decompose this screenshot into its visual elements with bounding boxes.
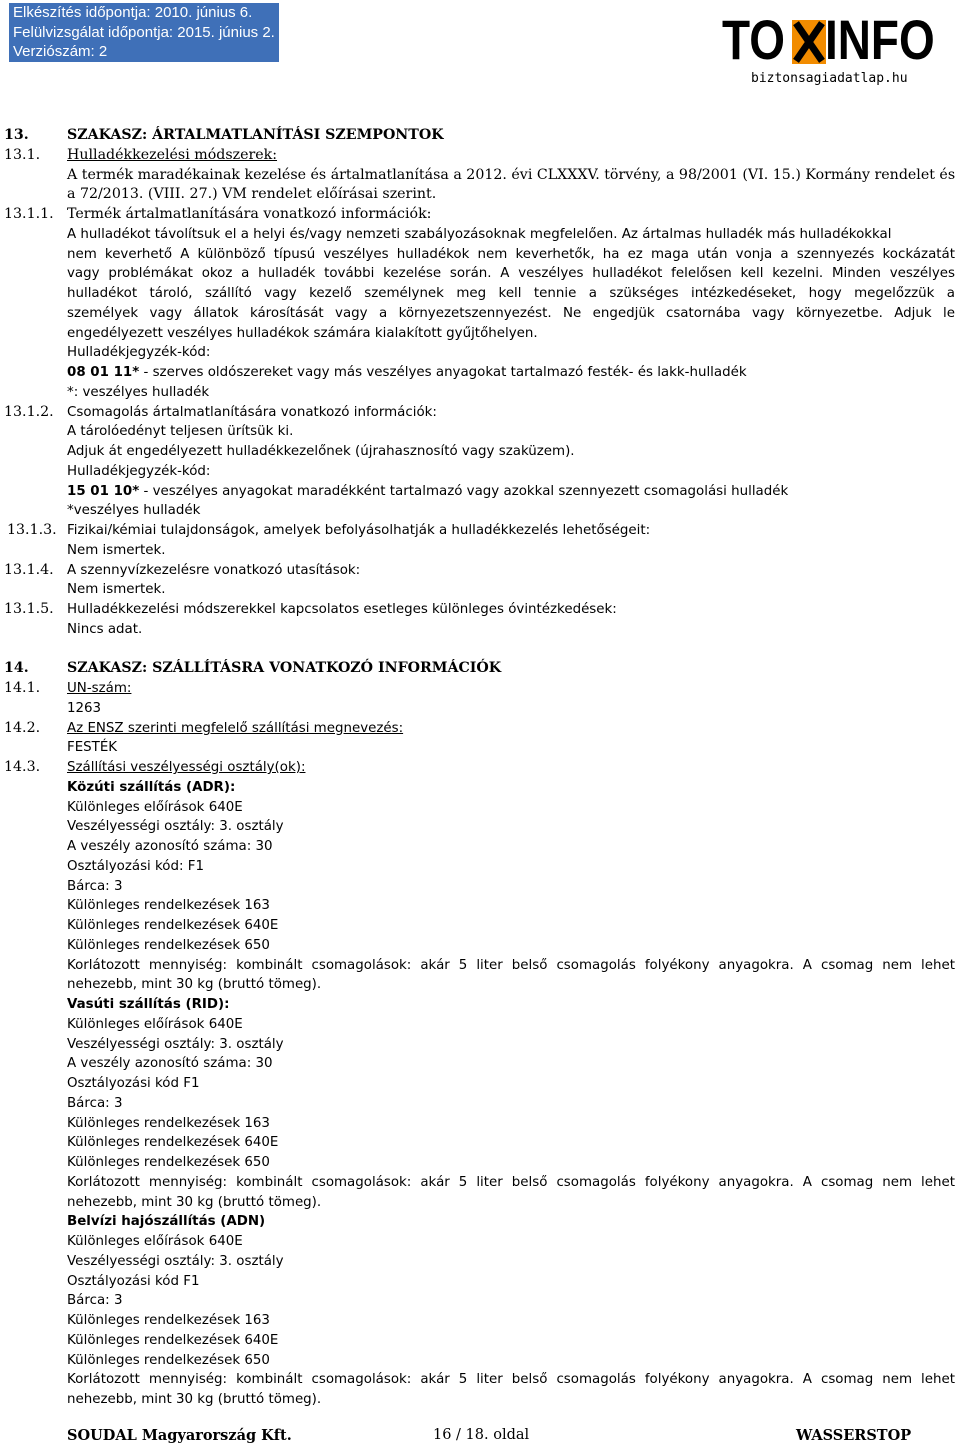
subsection-title: A szennyvízkezelésre vonatkozó utasítások: (67, 562, 361, 578)
document-header-info (9, 3, 279, 62)
waste-code: 15 01 10* (67, 483, 140, 499)
adn-line: Különleges rendelkezések 640E (67, 1332, 279, 1348)
adn-line: Veszélyességi osztály: 3. osztály (67, 1253, 284, 1269)
rid-line: Különleges előírások 640E (67, 1016, 243, 1032)
section-title: SZAKASZ: SZÁLLÍTÁSRA VONATKOZÓ INFORMÁCIÓK (67, 660, 502, 677)
subsection-number: 14.3. (4, 759, 41, 775)
version-number: Verziószám: 2 (13, 43, 108, 60)
adr-line: Különleges előírások 640E (67, 799, 243, 815)
adr-line: Veszélyességi osztály: 3. osztály (67, 819, 284, 835)
waste-code: 08 01 11* (67, 365, 140, 380)
paragraph-line: engedélyezett veszélyes hulladékok számára kialakított gyűjtőhelyen. (67, 325, 538, 341)
paragraph-line: A tárolóedényt teljesen ürítsük ki. (67, 424, 294, 440)
website-domain: biztonsagiadatlap.hu (751, 71, 908, 86)
adn-limited-quantity: nehezebb, mint 30 kg (bruttó tömeg). (67, 1392, 322, 1407)
paragraph-line: hulladékot tároló, szállító vagy kezelő személynek meg kell tennie a szükséges intézkedéseket, hogy megelőzzük a (67, 286, 955, 301)
rid-line: Bárca: 3 (67, 1095, 123, 1111)
adr-line: Bárca: 3 (67, 878, 123, 894)
subsection-title: Szállítási veszélyességi osztály(ok): (67, 760, 306, 775)
hazard-x-icon (792, 20, 826, 64)
subsection-heading (0, 719, 960, 739)
subsection-title: Fizikai/kémiai tulajdonságok, amelyek befolyásolhatják a hulladékkezelés lehetőségeit: (67, 523, 651, 538)
subsection-number: 13.1.1. (4, 206, 54, 222)
subsection-title: Termék ártalmatlanítására vonatkozó információk: (67, 206, 432, 222)
subsection-heading (0, 679, 960, 699)
subsection-number: 14.2. (4, 719, 41, 736)
rid-heading: Vasúti szállítás (RID): (67, 997, 230, 1012)
subsection-heading (0, 521, 960, 541)
section-14-heading (0, 659, 960, 679)
subsection-heading (0, 205, 960, 225)
logo-text-info: INFO (825, 8, 935, 71)
subsection-number: 13.1.2. (4, 403, 54, 420)
subsection-heading (0, 600, 960, 620)
adn-line: Különleges rendelkezések 163 (67, 1313, 270, 1328)
adr-line: Különleges rendelkezések 640E (67, 918, 279, 933)
subsection-title: Csomagolás ártalmatlanítására vonatkozó információk: (67, 404, 437, 420)
paragraph-line: Nem ismertek. (67, 542, 166, 558)
adn-line: Különleges előírások 640E (67, 1234, 243, 1249)
paragraph-line: *: veszélyes hulladék (67, 384, 210, 400)
adr-limited-quantity: Korlátozott mennyiség: kombinált csomagolások: akár 5 liter belső csomagolás folyékony anyagokra. A csomag nem lehet (67, 957, 955, 973)
section-number: 14. (4, 660, 29, 677)
subsection-heading (0, 561, 960, 581)
adn-line: Bárca: 3 (67, 1293, 123, 1309)
adn-line: Különleges rendelkezések 650 (67, 1352, 270, 1368)
rid-limited-quantity: nehezebb, mint 30 kg (bruttó tömeg). (67, 1194, 322, 1210)
rid-line: Különleges rendelkezések 163 (67, 1115, 270, 1131)
waste-code-description: - veszélyes anyagokat maradékként tartalmazó vagy azokkal szennyezett csomagolási hulladék (139, 483, 789, 499)
waste-code-description: - szerves oldószereket vagy más veszélyes anyagokat tartalmazó festék- és lakk-hulladék (139, 365, 747, 380)
waste-code-line (67, 363, 747, 383)
subsection-number: 13.1.4. (4, 561, 54, 578)
paragraph-line: személyek vagy állatok károsítását vagy a környezetszennyezést. Ne engedjük csatornába vagy környezetbe. Adjuk le (67, 305, 955, 321)
subsection-heading (0, 146, 960, 166)
subsection-number: 13.1.3. (7, 522, 57, 538)
footer-page-number: 16 / 18. oldal (433, 1427, 530, 1443)
paragraph-line: A termék maradékainak kezelése és ártalmatlanítása a 2012. évi CLXXXV. törvény, a 98/2001 (VI. 15.) Kormány rendelet és (67, 166, 956, 183)
shipping-name: FESTÉK (67, 740, 118, 756)
paragraph-line: a 72/2013. (VIII. 27.) VM rendelet előírásai szerint. (67, 186, 437, 203)
section-number: 13. (4, 127, 29, 143)
subsection-title: Hulladékkezelési módszerekkel kapcsolatos esetleges különleges óvintézkedések: (67, 602, 617, 617)
waste-code-label: Hulladékjegyzék-kód: (67, 463, 211, 479)
waste-code-line (67, 482, 788, 502)
paragraph-line: *veszélyes hulladék (67, 503, 201, 519)
toxinfo-logo (722, 8, 942, 72)
adr-line: A veszély azonosító száma: 30 (67, 839, 273, 854)
rid-line: A veszély azonosító száma: 30 (67, 1056, 273, 1072)
logo-text-to: TO (722, 8, 785, 71)
footer-company: SOUDAL Magyarország Kft. (67, 1427, 292, 1444)
adr-limited-quantity: nehezebb, mint 30 kg (bruttó tömeg). (67, 977, 322, 993)
adr-heading: Közúti szállítás (ADR): (67, 779, 236, 795)
adr-line: Különleges rendelkezések 163 (67, 898, 270, 914)
un-number: 1263 (67, 700, 102, 716)
paragraph-line: Adjuk át engedélyezett hulladékkezelőnek (újrahasznosító vagy szaküzem). (67, 444, 575, 459)
revision-date: Felülvizsgálat időpontja: 2015. június 2. (13, 23, 275, 41)
paragraph-line: vagy problémákat okoz a hulladék további kezelése során. A veszélyes hulladékot felelősen kell kezelni. Minden veszélyes (67, 266, 955, 282)
section-title: SZAKASZ: ÁRTALMATLANÍTÁSI SZEMPONTOK (67, 127, 444, 143)
subsection-heading (0, 758, 960, 778)
subsection-number: 13.1.5. (4, 601, 54, 617)
adn-limited-quantity: Korlátozott mennyiség: kombinált csomagolások: akár 5 liter belső csomagolás folyékony anyagokra. A csomag nem lehet (67, 1372, 955, 1388)
paragraph-line: Nem ismertek. (67, 582, 166, 598)
preparation-date: Elkészítés időpontja: 2010. június 6. (13, 4, 253, 21)
paragraph-line: nem keverhető A különböző típusú veszélyes hulladékok nem keverhetők, ha ez maga után vonja a szennyezés kockázatát (67, 246, 955, 262)
subsection-heading (0, 403, 960, 423)
adn-heading: Belvízi hajószállítás (ADN) (67, 1214, 266, 1230)
subsection-number: 14.1. (4, 680, 41, 696)
subsection-number: 13.1. (4, 146, 41, 163)
rid-line: Különleges rendelkezések 640E (67, 1135, 279, 1151)
subsection-title: Az ENSZ szerinti megfelelő szállítási megnevezés: (67, 720, 404, 736)
rid-line: Különleges rendelkezések 650 (67, 1155, 270, 1170)
adr-line: Különleges rendelkezések 650 (67, 937, 270, 953)
footer-product-name: WASSERSTOP (796, 1427, 912, 1444)
rid-line: Osztályozási kód F1 (67, 1076, 200, 1091)
adn-line: Osztályozási kód F1 (67, 1273, 200, 1289)
paragraph-line: Nincs adat. (67, 621, 143, 637)
rid-limited-quantity: Korlátozott mennyiség: kombinált csomagolások: akár 5 liter belső csomagolás folyékony anyagokra. A csomag nem lehet (67, 1174, 955, 1190)
paragraph-line: A hulladékot távolítsuk el a helyi és/vagy nemzeti szabályozásoknak megfelelően. Az ártalmas hulladék más hulladékokkal (67, 226, 892, 242)
subsection-title: UN-szám: (67, 681, 132, 696)
waste-code-label: Hulladékjegyzék-kód: (67, 345, 211, 361)
adr-line: Osztályozási kód: F1 (67, 858, 204, 874)
page-footer (0, 1427, 960, 1447)
rid-line: Veszélyességi osztály: 3. osztály (67, 1036, 284, 1052)
subsection-title: Hulladékkezelési módszerek: (67, 146, 278, 163)
section-13-heading (0, 126, 960, 146)
document-body (0, 126, 960, 1410)
